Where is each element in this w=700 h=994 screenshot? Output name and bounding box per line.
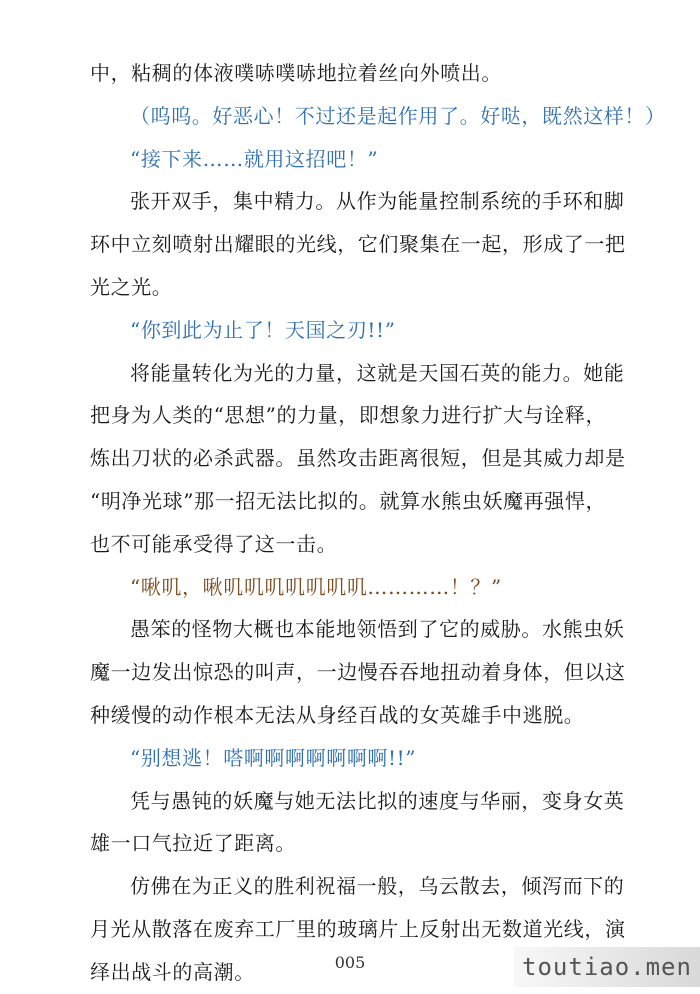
text-line: 炼出刀状的必杀武器。虽然攻击距离很短，但是其威力却是 <box>90 446 626 471</box>
text-line: 将能量转化为光的力量，这就是天国石英的能力。她能 <box>130 360 625 385</box>
dialogue-line: “你到此为止了！天国之刃!!” <box>130 317 396 342</box>
inner-thought-line: （呜呜。好恶心！不过还是起作用了。好哒，既然这样！） <box>130 103 666 128</box>
text-line: 中，粘稠的体液噗哧噗哧地拉着丝向外喷出。 <box>90 61 502 85</box>
text-line: 也不可能承受得了这一击。 <box>90 531 338 556</box>
watermark-text: toutiao.men <box>522 953 692 981</box>
text-line: 仿佛在为正义的胜利祝福一般，乌云散去，倾泻而下的 <box>130 874 625 899</box>
dialogue-line: “接下来……就用这招吧！” <box>130 146 379 171</box>
text-line: 愚笨的怪物大概也本能地领悟到了它的威胁。水熊虫妖 <box>130 617 625 642</box>
text-line: 种缓慢的动作根本无法从身经百战的女英雄手中逃脱。 <box>90 702 585 727</box>
text-line: “明净光球”那一招无法比拟的。就算水熊虫妖魔再强悍， <box>90 488 607 513</box>
page-number: 005 <box>334 953 366 972</box>
text-line: 绎出战斗的高潮。 <box>90 959 255 984</box>
text-line: 凭与愚钝的妖魔与她无法比拟的速度与华丽，变身女英 <box>130 788 625 813</box>
text-line: 月光从散落在废弃工厂里的玻璃片上反射出无数道光线，演 <box>90 916 626 941</box>
text-line: 魔一边发出惊恐的叫声，一边慢吞吞地扭动着身体，但以这 <box>90 660 626 685</box>
site-watermark <box>514 947 700 987</box>
book-page-text <box>90 52 666 994</box>
text-line: 把身为人类的“思想”的力量，即想象力进行扩大与诠释， <box>90 403 607 428</box>
text-line: 张开双手，集中精力。从作为能量控制系统的手环和脚 <box>130 189 625 214</box>
dialogue-line: “别想逃！嗒啊啊啊啊啊啊啊!!” <box>130 745 417 770</box>
text-line: 雄一口气拉近了距离。 <box>90 831 296 856</box>
text-line: 环中立刻喷射出耀眼的光线，它们聚集在一起，形成了一把 <box>90 232 626 257</box>
text-line: 光之光。 <box>90 274 173 299</box>
monster-dialogue-line: “啾叽，啾叽叽叽叽叽叽叽…………！？” <box>130 574 502 599</box>
